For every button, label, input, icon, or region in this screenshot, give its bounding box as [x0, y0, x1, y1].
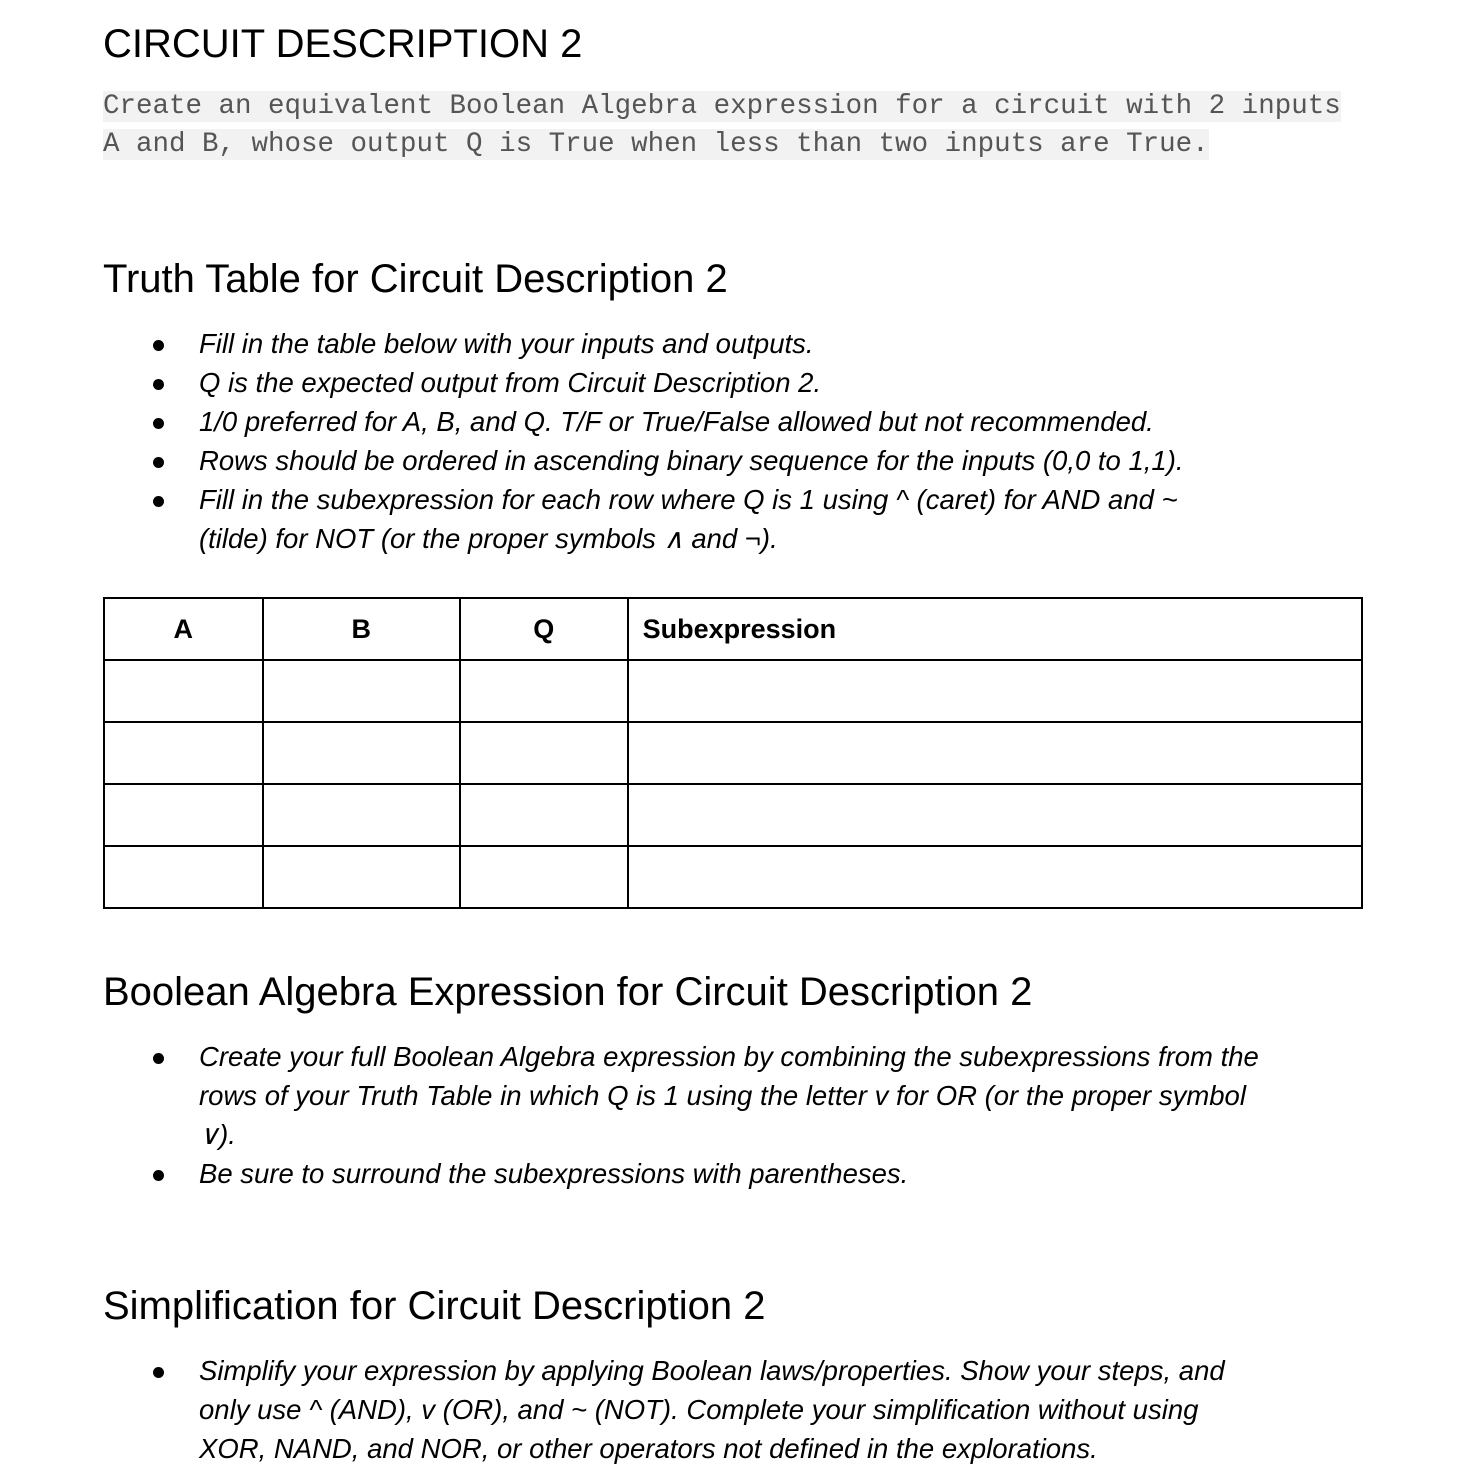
page-title: CIRCUIT DESCRIPTION 2	[103, 22, 583, 66]
table-cell-subexpression[interactable]	[628, 660, 1362, 722]
boolean-expression-instructions	[103, 1037, 1363, 1193]
column-header-q: Q	[460, 598, 628, 660]
table-cell-subexpression[interactable]	[628, 784, 1362, 846]
table-cell-b[interactable]	[263, 660, 460, 722]
column-header-b: B	[263, 598, 460, 660]
table-cell-a[interactable]	[104, 784, 263, 846]
truth-table-heading: Truth Table for Circuit Description 2	[103, 257, 728, 301]
table-cell-subexpression[interactable]	[628, 846, 1362, 908]
table-cell-b[interactable]	[263, 722, 460, 784]
column-header-a: A	[104, 598, 263, 660]
table-row	[104, 722, 1362, 784]
list-item: Q is the expected output from Circuit Description 2.	[103, 363, 1363, 402]
table-cell-a[interactable]	[104, 722, 263, 784]
table-cell-b[interactable]	[263, 846, 460, 908]
table-cell-q[interactable]	[460, 784, 628, 846]
list-item: Fill in the table below with your inputs and outputs.	[103, 324, 1363, 363]
table-cell-q[interactable]	[460, 660, 628, 722]
table-cell-subexpression[interactable]	[628, 722, 1362, 784]
list-item: Create your full Boolean Algebra expression by combining the subexpressions from the rows of your Truth Table in which Q is 1 using the letter v for OR (or the proper symbol ∨).	[103, 1037, 1363, 1154]
table-row	[104, 784, 1362, 846]
list-item: Rows should be ordered in ascending binary sequence for the inputs (0,0 to 1,1).	[103, 441, 1363, 480]
table-cell-b[interactable]	[263, 784, 460, 846]
boolean-expression-heading: Boolean Algebra Expression for Circuit Description 2	[103, 970, 1033, 1014]
simplification-heading: Simplification for Circuit Description 2	[103, 1284, 766, 1328]
table-cell-a[interactable]	[104, 660, 263, 722]
table-row	[104, 846, 1362, 908]
list-item: Be sure to surround the subexpressions with parentheses.	[103, 1154, 1363, 1193]
truth-table	[103, 597, 1363, 909]
table-cell-q[interactable]	[460, 846, 628, 908]
list-item: Fill in the subexpression for each row where Q is 1 using ^ (caret) for AND and ~ (tilde) for NOT (or the proper symbols ∧ and ¬).	[103, 480, 1363, 558]
table-header-row	[104, 598, 1362, 660]
truth-table-instructions	[103, 324, 1363, 558]
list-item: Simplify your expression by applying Boolean laws/properties. Show your steps, and only use ^ (AND), v (OR), and ~ (NOT). Complete your simplification without using XOR, NAND, and NOR, or other operators not defined in the explorations.	[103, 1351, 1363, 1468]
list-item: 1/0 preferred for A, B, and Q. T/F or True/False allowed but not recommended.	[103, 402, 1363, 441]
table-row	[104, 660, 1362, 722]
table-cell-q[interactable]	[460, 722, 628, 784]
simplification-instructions	[103, 1351, 1363, 1468]
circuit-description-code: Create an equivalent Boolean Algebra expression for a circuit with 2 inputs A and B, whose output Q is True when less than two inputs are True.	[103, 91, 1341, 160]
circuit-description-text	[103, 88, 1343, 164]
column-header-subexpression: Subexpression	[628, 598, 1362, 660]
table-cell-a[interactable]	[104, 846, 263, 908]
